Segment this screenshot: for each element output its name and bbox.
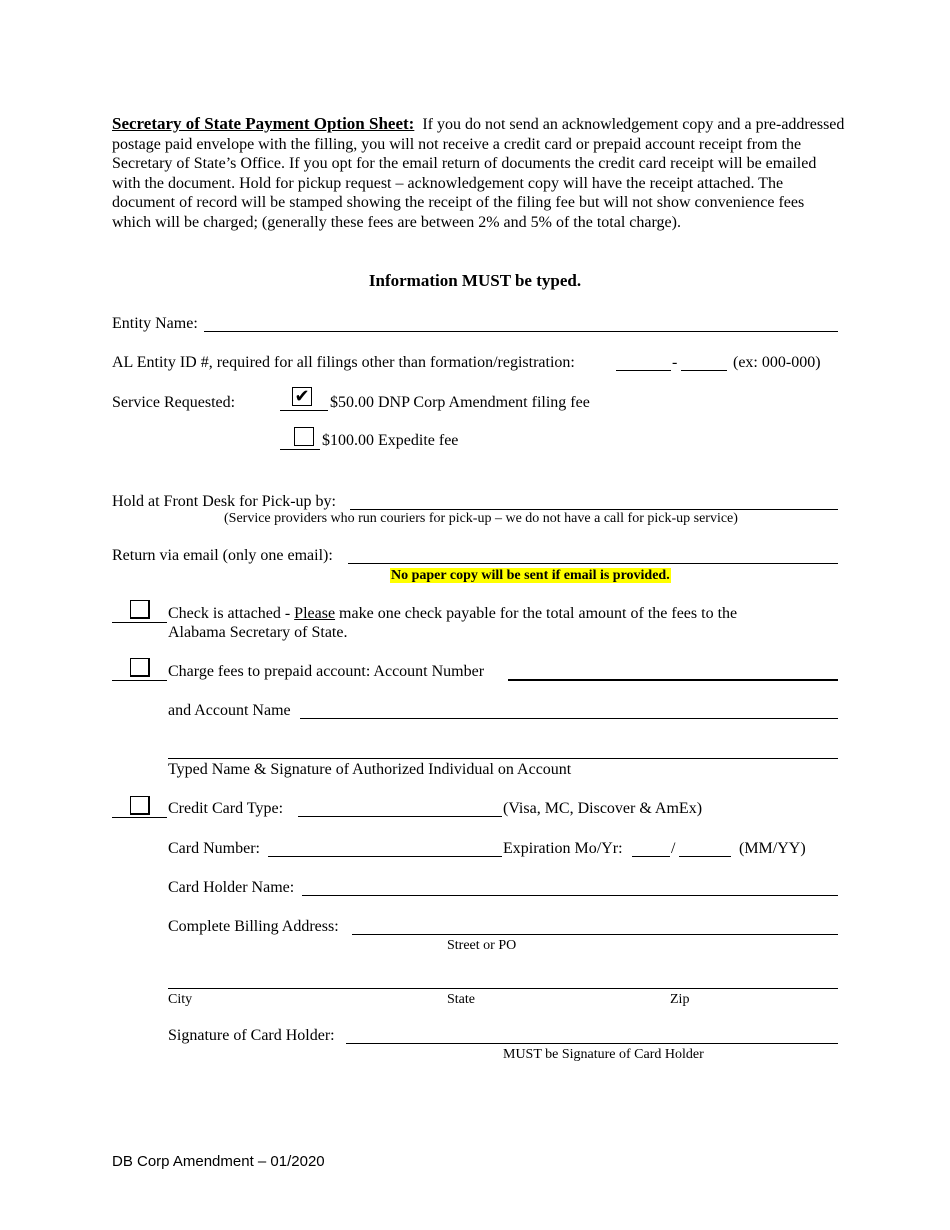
hold-label: Hold at Front Desk for Pick-up by: (112, 493, 336, 510)
check-option-line1: Check is attached - Please make one check payable for the total amount of the fees to the (168, 605, 738, 622)
entity-id-label: AL Entity ID #, required for all filings other than formation/registration: (112, 354, 575, 371)
billing-zip-caption: Zip (670, 992, 690, 1007)
entity-id-example: (ex: 000-000) (733, 354, 821, 371)
card-signature-label: Signature of Card Holder: (168, 1027, 335, 1044)
expiration-year-field[interactable] (679, 856, 731, 857)
check-option-checkbox[interactable] (130, 600, 150, 619)
billing-address-label: Complete Billing Address: (168, 918, 339, 935)
expiration-month-field[interactable] (632, 856, 670, 857)
prepaid-option-checkbox[interactable] (130, 658, 150, 677)
service-label: Service Requested: (112, 394, 236, 411)
service-option-1-line (280, 410, 328, 411)
prepaid-account-number-label: Charge fees to prepaid account: Account Number (168, 663, 485, 680)
card-type-label: Credit Card Type: (168, 800, 284, 817)
service-option-2-checkbox[interactable] (294, 427, 314, 446)
check-mark-icon: ✔ (294, 386, 310, 407)
service-option-2-line (280, 449, 320, 450)
entity-name-field[interactable] (204, 331, 838, 332)
check-option-line (112, 622, 167, 623)
card-signature-caption: MUST be Signature of Card Holder (503, 1047, 704, 1062)
email-warning: No paper copy will be sent if email is provided. (391, 568, 670, 583)
entity-id-part2-field[interactable] (681, 370, 727, 371)
card-holder-label: Card Holder Name: (168, 879, 295, 896)
intro-lead: Secretary of State Payment Option Sheet: (112, 114, 415, 133)
billing-state-caption: State (447, 992, 475, 1007)
prepaid-account-name-field[interactable] (300, 718, 838, 719)
billing-city-state-zip-field[interactable] (168, 988, 838, 989)
entity-id-part1-field[interactable] (616, 370, 671, 371)
service-option-1-checkbox[interactable] (292, 387, 312, 406)
card-signature-field[interactable] (346, 1043, 838, 1044)
service-option-1-label: $50.00 DNP Corp Amendment filing fee (330, 394, 590, 411)
prepaid-signature-caption: Typed Name & Signature of Authorized Individual on Account (168, 761, 572, 778)
expiration-separator: / (671, 840, 676, 857)
entity-name-label: Entity Name: (112, 315, 198, 332)
email-label: Return via email (only one email): (112, 547, 333, 564)
card-holder-field[interactable] (302, 895, 838, 896)
card-type-field[interactable] (298, 816, 502, 817)
expiration-label: Expiration Mo/Yr: (503, 840, 623, 857)
billing-city-caption: City (168, 992, 193, 1007)
prepaid-option-line (112, 680, 167, 681)
intro-paragraph (112, 114, 847, 233)
prepaid-signature-field[interactable] (168, 758, 838, 759)
expiration-format: (MM/YY) (739, 840, 806, 857)
service-option-2-label: $100.00 Expedite fee (322, 432, 459, 449)
footer-form-id: DB Corp Amendment – 01/2020 (112, 1153, 325, 1170)
page-heading: Information MUST be typed. (368, 271, 582, 290)
prepaid-account-name-label: and Account Name (168, 702, 291, 719)
card-type-hint: (Visa, MC, Discover & AmEx) (503, 800, 703, 817)
card-option-line (112, 817, 167, 818)
intro-body: If you do not send an acknowledgement copy and a pre-addressed postage paid envelope with the filling, you will not receive a credit card or prepaid account receipt from the Secretary of State’s Office. If you opt for the email return of documents the credit card receipt will be emailed with the document. Hold for pickup request – acknowledgement copy will have the receipt attached. The document of record will be stamped showing the receipt of the filing fee but will not show convenience fees which will be charged; (generally these fees are between 2% and 5% of the total charge). (112, 116, 845, 231)
prepaid-account-number-field[interactable] (508, 679, 838, 681)
check-option-line2: Alabama Secretary of State. (168, 624, 348, 641)
card-number-label: Card Number: (168, 840, 260, 857)
hold-note: (Service providers who run couriers for pick-up – we do not have a call for pick-up service) (224, 511, 738, 526)
email-field[interactable] (348, 563, 838, 564)
billing-street-caption: Street or PO (447, 938, 517, 953)
card-number-field[interactable] (268, 856, 502, 857)
entity-id-separator: - (672, 354, 678, 371)
card-option-checkbox[interactable] (130, 796, 150, 815)
billing-street-field[interactable] (352, 934, 838, 935)
